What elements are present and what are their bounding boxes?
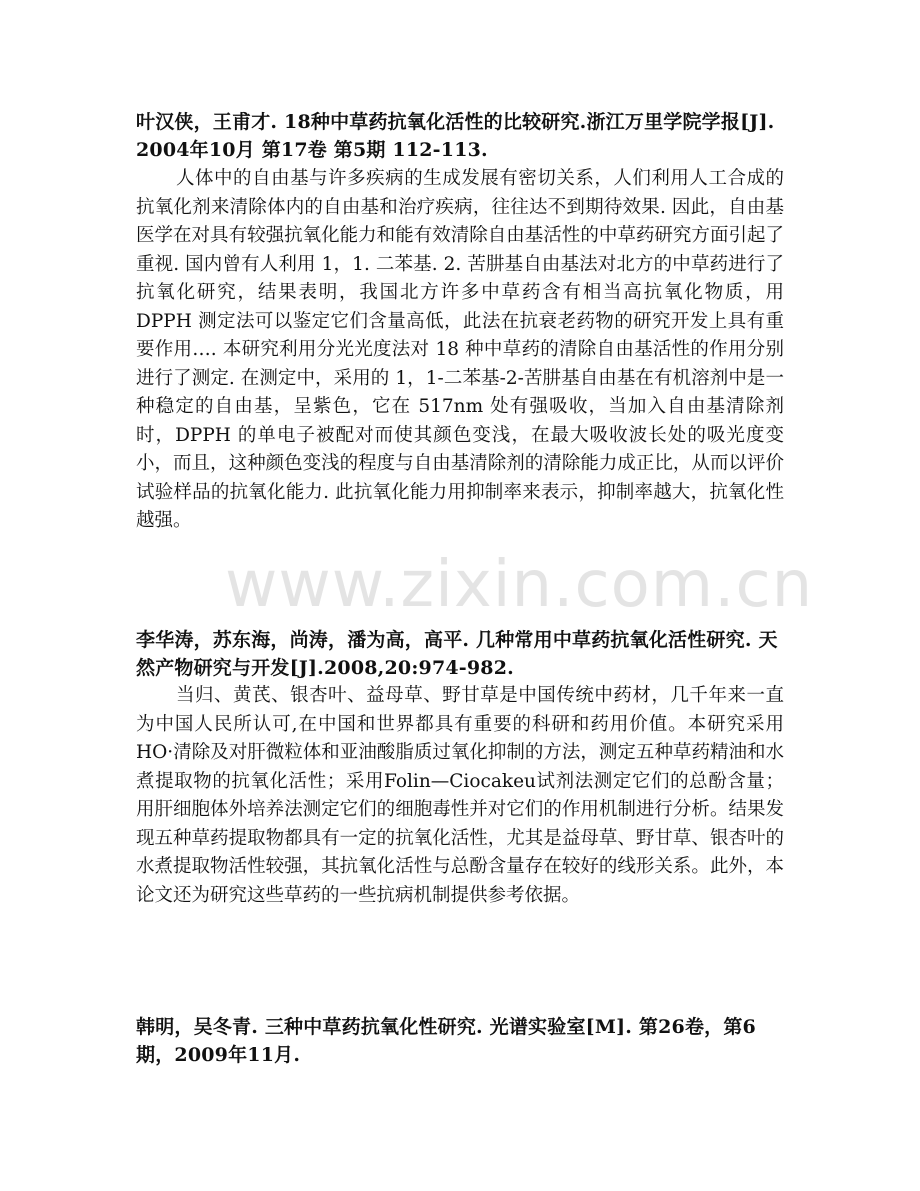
reference-citation-2: 李华涛，苏东海，尚涛，潘为高，高平. 几种常用中草药抗氧化活性研究. 天然产物研究与开发[J].2008,20:974-982. (136, 629, 778, 679)
reference-entry-2 (136, 626, 786, 682)
reference-citation-3: 韩明，吴冬青. 三种中草药抗氧化性研究. 光谱实验室[M]. 第26卷，第6期，2009年11月. (136, 1016, 756, 1066)
watermark: www.zixin.com.cn (225, 548, 814, 622)
reference-abstract-2: 当归、黄芪、银杏叶、益母草、野甘草是中国传统中药材，几千年来一直为中国人民所认可,在中国和世界都具有重要的科研和药用价值。本研究采用HO·清除及对肝微粒体和亚油酸脂质过氧化抑制的方法，测定五种草药精油和水煮提取物的抗氧化活性；采用Folin—Ciocakeu试剂法测定它们的总酚含量；用肝细胞体外培养法测定它们的细胞毒性并对它们的作用机制进行分析。结果发现五种草药提取物都具有一定的抗氧化活性，尤其是益母草、野甘草、银杏叶的水煮提取物活性较强，其抗氧化活性与总酚含量存在较好的线形关系。此外，本论文还为研究这些草药的一些抗病机制提供参考依据。 (136, 685, 784, 906)
reference-citation-1: 叶汉侠，王甫才. 18种中草药抗氧化活性的比较研究.浙江万里学院学报[J]. 2004年10月 第17卷 第5期 112-113. (136, 111, 775, 161)
reference-entry-3 (136, 1013, 786, 1069)
reference-abstract-1: 人体中的自由基与许多疾病的生成发展有密切关系，人们利用人工合成的抗氧化剂来清除体内的自由基和治疗疾病，往往达不到期待效果. 因此，自由基医学在对具有较强抗氧化能力和能有效清除自由基活性的中草药研究方面引起了重视. 国内曾有人利用 1，1. 二苯基. 2. 苦肼基自由基法对北方的中草药进行了抗氧化研究，结果表明，我国北方许多中草药含有相当高抗氧化物质，用 DPPH 测定法可以鉴定它们含量高低，此法在抗衰老药物的研究开发上具有重要作用…. 本研究利用分光光度法对 18 种中草药的清除自由基活性的作用分别进行了测定. 在测定中，采用的 1，1-二苯基-2-苦肼基自由基在有机溶剂中是一种稳定的自由基，呈紫色，它在 517nm 处有强吸收，当加入自由基清除剂时，DPPH 的单电子被配对而使其颜色变浅，在最大吸收波长处的吸光度变小，而且，这种颜色变浅的程度与自由基清除剂的清除能力成正比，从而以评价试验样品的抗氧化能力. 此抗氧化能力用抑制率来表示，抑制率越大，抗氧化性越强。 (136, 168, 784, 531)
reference-entry-1 (136, 108, 786, 164)
